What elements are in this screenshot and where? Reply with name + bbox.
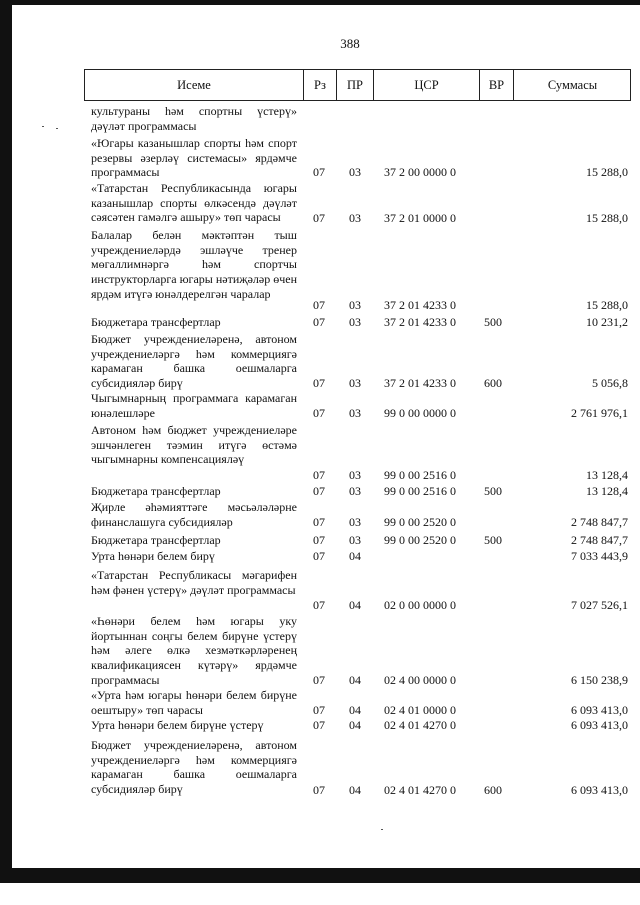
header-sum: Суммасы [547,78,598,92]
row-rz: 07 [313,165,325,179]
scan-speck [42,126,44,127]
row-name: Җирле әһәмияттәге мәсьәләләрне финанслашуга субсидияләр [91,500,297,529]
row-csr: 02 4 01 4270 0 [384,783,456,797]
row-sum: 2 748 847,7 [571,515,628,529]
row-pr: 03 [349,468,361,482]
row-name: «Татарстан Республикасы мәгарифен һәм фәнен үстерү» дәүләт программасы [91,568,297,597]
row-csr: 99 0 00 2520 0 [384,533,456,547]
row-vr: 500 [484,315,502,329]
row-sum: 2 748 847,7 [571,533,628,547]
row-name: Чыгымнарның программага карамаган юнәлешләре [91,391,297,420]
row-name: Бюджет учреждениеләренә, автоном учреждениеләргә һәм коммерциягә карамаган башка оешмаларга субсидияләр бирү [91,738,297,797]
row-name: «Югары казанышлар спорты һәм спорт резервы әзерләү системасы» ярдәмче программасы [91,136,297,180]
row-name: «Татарстан Республикасында югары казанышлар спорты өлкәсендә дәүләт сәясәтен гамәлгә ашыру» төп чарасы [91,181,297,225]
row-csr: 99 0 00 2520 0 [384,515,456,529]
row-name: Бюджетара трансфертлар [91,315,221,329]
page-number: 388 [340,36,360,51]
row-csr: 37 2 01 4233 0 [384,376,456,390]
row-csr: 37 2 01 0000 0 [384,211,456,225]
row-pr: 04 [349,703,361,717]
row-rz: 07 [313,406,325,420]
row-sum: 6 093 413,0 [571,703,628,717]
row-pr: 04 [349,783,361,797]
row-vr: 500 [484,484,502,498]
row-csr: 02 4 00 0000 0 [384,673,456,687]
row-csr: 99 0 00 0000 0 [384,406,456,420]
row-pr: 03 [349,406,361,420]
row-pr: 04 [349,549,361,563]
row-sum: 15 288,0 [586,165,628,179]
row-name: Бюджетара трансфертлар [91,484,221,498]
row-rz: 07 [313,598,325,612]
row-csr: 02 0 00 0000 0 [384,598,456,612]
row-rz: 07 [313,298,325,312]
row-pr: 04 [349,598,361,612]
row-vr: 600 [484,783,502,797]
row-rz: 07 [313,718,325,732]
row-sum: 10 231,2 [586,315,628,329]
scan-left-edge [0,0,12,905]
row-csr: 02 4 01 4270 0 [384,718,456,732]
row-name: «Урта һәм югары һөнәри белем бирүне оештыру» төп чарасы [91,688,297,717]
row-pr: 03 [349,298,361,312]
row-pr: 03 [349,211,361,225]
row-sum: 7 027 526,1 [571,598,628,612]
row-csr: 37 2 00 0000 0 [384,165,456,179]
row-pr: 03 [349,315,361,329]
header-rz: Рз [314,78,326,92]
scan-bottom-margin [0,883,640,905]
header-csr: ЦСР [414,78,439,92]
scan-bottom-edge [0,868,640,883]
row-sum: 15 288,0 [586,298,628,312]
scan-top-gap [12,5,640,8]
header-name: Исеме [177,78,211,92]
row-vr: 500 [484,533,502,547]
row-sum: 5 056,8 [592,376,628,390]
header-pr: ПР [347,78,363,92]
row-pr: 03 [349,533,361,547]
row-pr: 03 [349,484,361,498]
row-rz: 07 [313,549,325,563]
row-rz: 07 [313,703,325,717]
row-sum: 15 288,0 [586,211,628,225]
row-pr: 04 [349,718,361,732]
row-pr: 04 [349,673,361,687]
row-rz: 07 [313,315,325,329]
row-rz: 07 [313,783,325,797]
row-pr: 03 [349,515,361,529]
row-rz: 07 [313,515,325,529]
row-csr: 37 2 01 4233 0 [384,298,456,312]
row-sum: 2 761 976,1 [571,406,628,420]
row-vr: 600 [484,376,502,390]
row-name: Автоном һәм бюджет учреждениеләре эшчәнлеген тәэмин итүгә өстәмә чыгымнарны компенсацияләү [91,423,297,467]
row-name: Урта һөнәри белем бирү [91,549,215,563]
row-csr: 99 0 00 2516 0 [384,468,456,482]
row-rz: 07 [313,211,325,225]
row-sum: 13 128,4 [586,468,628,482]
row-csr: 99 0 00 2516 0 [384,484,456,498]
row-rz: 07 [313,673,325,687]
row-sum: 6 093 413,0 [571,783,628,797]
row-csr: 02 4 01 0000 0 [384,703,456,717]
row-sum: 7 033 443,9 [571,549,628,563]
row-sum: 6 093 413,0 [571,718,628,732]
table-header [84,69,631,101]
scan-speck [56,128,58,129]
row-rz: 07 [313,533,325,547]
row-rz: 07 [313,484,325,498]
row-sum: 13 128,4 [586,484,628,498]
header-vr: ВР [488,78,505,92]
row-name: культураны һәм спортны үстерү» дәүләт программасы [91,104,297,133]
row-name: Бюджетара трансфертлар [91,533,221,547]
row-rz: 07 [313,468,325,482]
row-rz: 07 [313,376,325,390]
row-name: Балалар белән мәктәптән тыш учреждениеләрдә эшләүче тренер мөгаллимнәргә һәм спортчы инструкторларга югары нәтиҗәләр өчен ярдәм итүгә юнәлдерелгән чаралар [91,228,297,301]
scan-speck [381,829,383,830]
row-name: Бюджет учреждениеләренә, автоном учреждениеләргә һәм коммерциягә карамаган башка оешмаларга субсидияләр бирү [91,332,297,391]
row-sum: 6 150 238,9 [571,673,628,687]
row-csr: 37 2 01 4233 0 [384,315,456,329]
row-name: «Һөнәри белем һәм югары уку йортыннан соңгы белем бирүне үстерү һәм әлеге өлкә хезмәткәрләренең квалификациясен күтәрү» ярдәмче программасы [91,614,297,687]
row-pr: 03 [349,376,361,390]
row-pr: 03 [349,165,361,179]
row-name: Урта һөнәри белем бирүне үстерү [91,718,264,732]
